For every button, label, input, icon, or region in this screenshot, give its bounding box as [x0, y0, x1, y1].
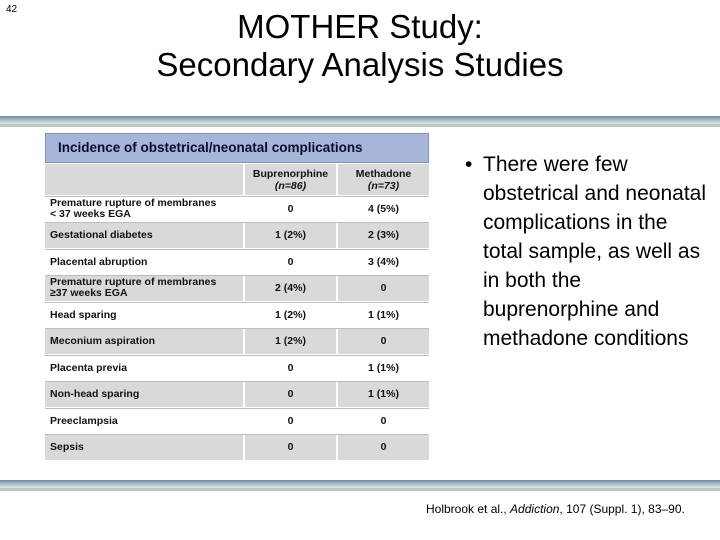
row-label-text: Sepsis	[50, 440, 84, 453]
table-row	[45, 249, 429, 276]
row-label	[45, 329, 243, 355]
slide-number: 42	[6, 4, 18, 15]
row-buprenorphine-value: 0	[243, 409, 336, 434]
row-methadone-value: 4 (5%)	[336, 197, 429, 222]
buprenorphine-n: (n=86)	[274, 179, 307, 192]
row-label	[45, 223, 243, 249]
row-label-text: Non-head sparing	[50, 387, 140, 400]
row-methadone-value: 1 (1%)	[336, 382, 429, 408]
row-methadone-value: 1 (1%)	[336, 303, 429, 328]
row-buprenorphine-value: 0	[243, 435, 336, 461]
row-buprenorphine-value: 1 (2%)	[243, 223, 336, 249]
title-line-1: MOTHER Study:	[237, 8, 483, 45]
header-methadone	[336, 164, 429, 195]
table-heading: Incidence of obstetrical/neonatal complications	[58, 140, 363, 155]
row-label	[45, 382, 243, 408]
bullet-marker: •	[465, 153, 473, 176]
citation	[426, 502, 685, 516]
row-buprenorphine-value: 0	[243, 382, 336, 408]
bullet-text: There were few obstetrical and neonatal complications in the total sample, as well as in both the buprenorphine and methadone conditions	[483, 153, 706, 350]
row-label-text: Placenta previa	[50, 361, 128, 374]
citation-journal: Addiction	[510, 502, 560, 516]
row-label	[45, 303, 243, 328]
header-blank-cell	[45, 164, 243, 195]
row-methadone-value: 0	[336, 435, 429, 461]
row-methadone-value: 0	[336, 276, 429, 302]
table-row	[45, 355, 429, 382]
row-label	[45, 197, 243, 222]
row-label-text: Head sparing	[50, 308, 117, 321]
row-label	[45, 435, 243, 461]
row-methadone-value: 3 (4%)	[336, 250, 429, 275]
slide-title	[0, 8, 720, 84]
table-row	[45, 435, 429, 462]
row-buprenorphine-value: 1 (2%)	[243, 329, 336, 355]
row-label-text: Premature rupture of membranes < 37 weeks EGA	[50, 197, 217, 221]
table-row	[45, 196, 429, 223]
row-label-text: Meconium aspiration	[50, 334, 156, 347]
citation-details: , 107 (Suppl. 1), 83–90.	[559, 502, 685, 516]
table-row	[45, 382, 429, 409]
table-row	[45, 302, 429, 329]
row-methadone-value: 0	[336, 329, 429, 355]
title-line-2: Secondary Analysis Studies	[156, 46, 564, 83]
row-methadone-value: 2 (3%)	[336, 223, 429, 249]
citation-authors: Holbrook et al.,	[426, 502, 511, 516]
row-label-text: Gestational diabetes	[50, 228, 153, 241]
row-buprenorphine-value: 0	[243, 250, 336, 275]
row-label-text: Preeclampsia	[50, 414, 118, 427]
row-label	[45, 250, 243, 275]
bullet-point	[462, 150, 712, 353]
table-row	[45, 223, 429, 250]
methadone-label: Methadone	[355, 167, 412, 180]
complications-table	[40, 128, 430, 464]
bottom-divider	[0, 480, 720, 488]
row-label	[45, 409, 243, 434]
table-heading-bar	[45, 133, 429, 163]
table-row	[45, 408, 429, 435]
row-label	[45, 356, 243, 381]
table-grid	[45, 164, 429, 461]
methadone-n: (n=73)	[367, 179, 400, 192]
row-label-text: Premature rupture of membranes ≥37 weeks EGA	[50, 276, 217, 300]
buprenorphine-label: Buprenorphine	[252, 167, 329, 180]
top-divider	[0, 116, 720, 124]
row-buprenorphine-value: 2 (4%)	[243, 276, 336, 302]
row-methadone-value: 1 (1%)	[336, 356, 429, 381]
row-methadone-value: 0	[336, 409, 429, 434]
row-label	[45, 276, 243, 302]
row-buprenorphine-value: 0	[243, 197, 336, 222]
table-column-header-row	[45, 164, 429, 196]
header-buprenorphine	[243, 164, 336, 195]
table-row	[45, 329, 429, 356]
row-buprenorphine-value: 1 (2%)	[243, 303, 336, 328]
table-row	[45, 276, 429, 303]
row-buprenorphine-value: 0	[243, 356, 336, 381]
row-label-text: Placental abruption	[50, 255, 148, 268]
